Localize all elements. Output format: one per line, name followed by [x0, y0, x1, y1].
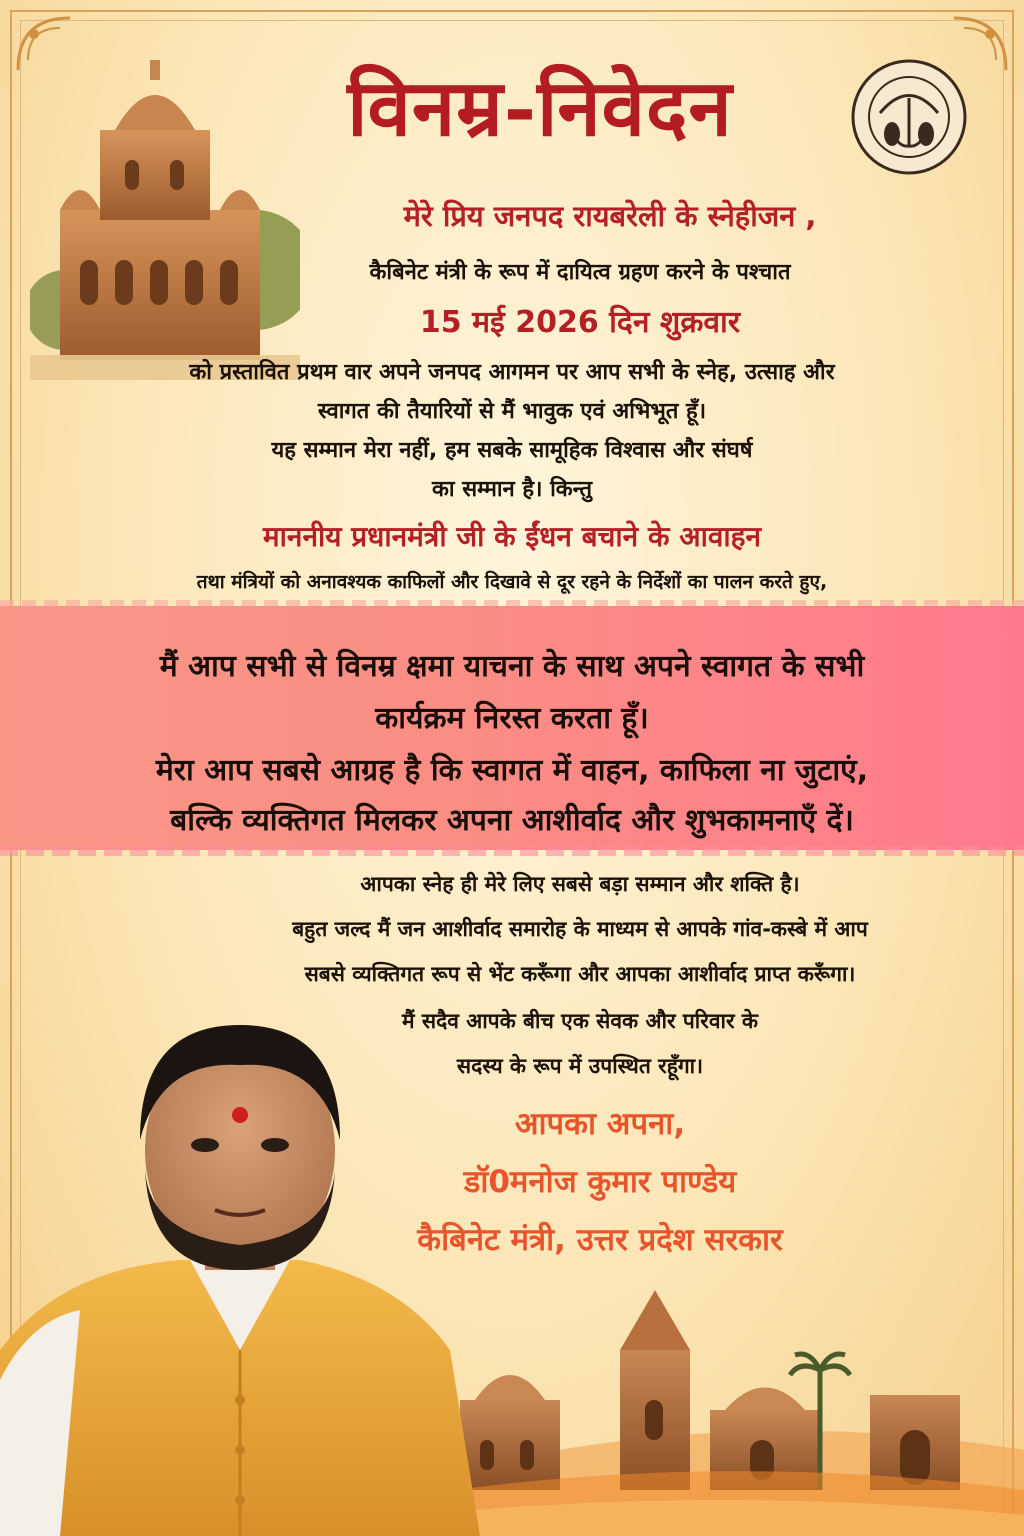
instruction-line: तथा मंत्रियों को अनावश्यक काफिलों और दिखावे से दूर रहने के निर्देशों का पालन करते हुए, — [196, 571, 828, 593]
closing-line: आपका स्नेह ही मेरे लिए सबसे बड़ा सम्मान और शक्ति है। — [360, 872, 800, 896]
closing-line: मैं सदैव आपके बीच एक सेवक और परिवार के — [402, 1009, 758, 1033]
date-line: 15 मई 2026 दिन शुक्रवार — [419, 305, 741, 340]
band-edge — [0, 846, 1024, 856]
closing-line: सदस्य के रूप में उपस्थित रहूँगा। — [456, 1054, 704, 1078]
up-government-emblem-icon — [850, 58, 968, 176]
closing-line: सबसे व्यक्तिगत रूप से भेंट करूँगा और आपका आशीर्वाद प्राप्त करूँगा। — [304, 962, 856, 986]
body-line: यह सम्मान मेरा नहीं, हम सबके सामूहिक विश्वास और संघर्ष — [271, 438, 753, 463]
signature-salutation: आपका अपना, — [514, 1106, 686, 1142]
signature-designation: कैबिनेट मंत्री, उत्तर प्रदेश सरकार — [417, 1222, 783, 1258]
highlight-line: कार्यक्रम निरस्त करता हूँ। — [375, 701, 649, 736]
intro-line: कैबिनेट मंत्री के रूप में दायित्व ग्रहण करने के पश्चात — [369, 260, 791, 285]
highlight-line: बल्कि व्यक्तिगत मिलकर अपना आशीर्वाद और शुभकामनाएँ दें। — [170, 803, 854, 838]
signature-name: डॉ0मनोज कुमार पाण्डेय — [463, 1164, 737, 1200]
page-title: विनम्र-निवेदन — [347, 63, 733, 154]
temple-skyline-illustration — [420, 1280, 1024, 1536]
minister-portrait — [0, 1020, 480, 1536]
body-line: स्वागत की तैयारियों से मैं भावुक एवं अभिभूत हूँ। — [317, 399, 707, 424]
closing-line: बहुत जल्द मैं जन आशीर्वाद समारोह के माध्यम से आपके गांव-कस्बे में आप — [292, 917, 868, 941]
body-line: को प्रस्तावित प्रथम वार अपने जनपद आगमन पर आप सभी के स्नेह, उत्साह और — [189, 360, 835, 385]
highlight-line: मैं आप सभी से विनम्र क्षमा याचना के साथ अपने स्वागत के सभी — [159, 649, 865, 684]
appeal-line: माननीय प्रधानमंत्री जी के ईंधन बचाने के आवाहन — [262, 520, 762, 553]
highlight-line: मेरा आप सबसे आग्रह है कि स्वागत में वाहन, काफिला ना जुटाएं, — [155, 753, 869, 788]
body-line: का सम्मान है। किन्तु — [431, 477, 593, 502]
salutation: मेरे प्रिय जनपद रायबरेली के स्नेहीजन , — [403, 199, 817, 233]
